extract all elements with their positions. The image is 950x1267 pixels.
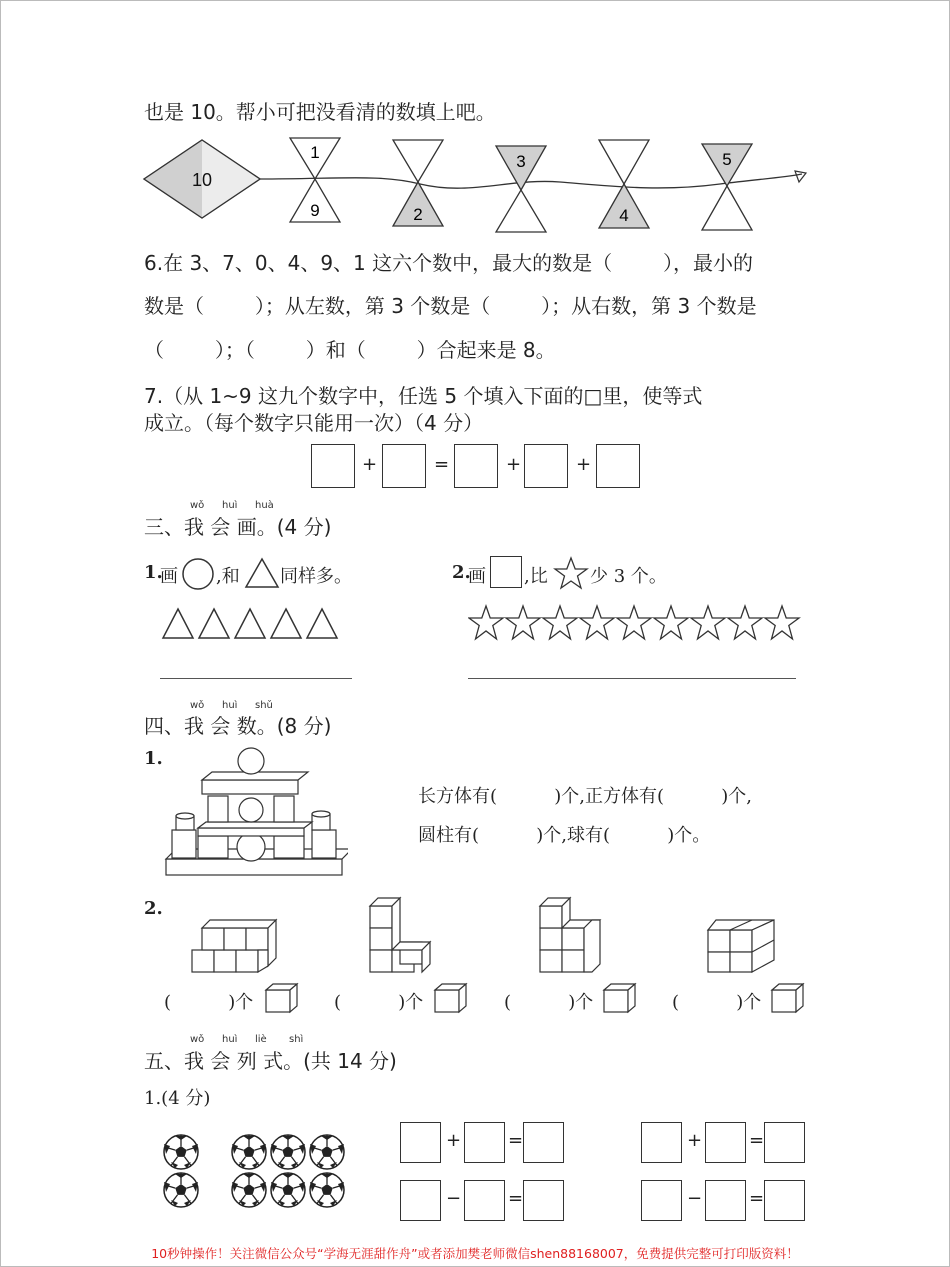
star (728, 606, 762, 639)
soccer-ball (164, 1135, 198, 1169)
q7-line-2: 成立。（每个数字只能用一次）（4 分） (144, 411, 484, 435)
cube-stack-2 (366, 896, 438, 976)
task-1-label-a: 画 (160, 566, 178, 587)
answer-box[interactable] (311, 444, 355, 488)
plus-sign: + (687, 1130, 703, 1151)
star (469, 606, 503, 639)
q5-intro: 也是 10。帮小可把没看清的数填上吧。 (144, 100, 496, 124)
cube-icon (264, 982, 300, 1014)
triangle-icon (244, 556, 280, 590)
q7-line-1: 7.（从 1~9 这九个数字中，任选 5 个填入下面的□里，使等式 (144, 384, 703, 408)
task-2-label-a: 画 (468, 566, 486, 587)
q4-1-line-2: 圆柱有( )个,球有( )个。 (418, 825, 711, 846)
count-label-4: ( )个 (672, 992, 762, 1013)
task-1-label-c: 同样多。 (280, 566, 352, 587)
square-icon (490, 556, 522, 588)
minus-sign: − (687, 1188, 703, 1209)
plus-sign: + (506, 454, 522, 475)
star (691, 606, 725, 639)
equals-sign: = (749, 1188, 765, 1209)
triangle (271, 609, 301, 638)
q5-1-label: 1.(4 分) (144, 1088, 211, 1109)
triangle (163, 609, 193, 638)
answer-box[interactable] (596, 444, 640, 488)
soccer-ball (310, 1173, 344, 1207)
section-4-title: 四、我 会 数。(8 分) (144, 714, 332, 738)
answer-box[interactable] (454, 444, 498, 488)
soccer-ball (232, 1135, 266, 1169)
pinyin: shì (289, 1034, 304, 1045)
pinyin: wǒ (190, 500, 205, 511)
soccer-balls-figure (160, 1130, 352, 1212)
kite-tail-end (795, 171, 806, 182)
triangle (199, 609, 229, 638)
hourglass-2-bottom: 2 (413, 205, 423, 224)
hourglass-5-top: 5 (722, 150, 732, 169)
soccer-ball (232, 1173, 266, 1207)
count-label-3: ( )个 (504, 992, 594, 1013)
kite-number: 10 (191, 170, 213, 190)
answer-box[interactable] (523, 1180, 564, 1221)
plus-sign: + (446, 1130, 462, 1151)
equals-sign: = (508, 1130, 524, 1151)
pinyin: huà (255, 500, 274, 511)
q4-2-number: 2. (144, 898, 163, 919)
hourglass-1-bottom: 9 (310, 201, 320, 220)
cube-stack-4 (704, 914, 776, 976)
pinyin: huì (222, 1034, 238, 1045)
task-1-label-b: ,和 (216, 566, 240, 587)
block-tower-figure (162, 744, 348, 880)
plus-sign: + (362, 454, 378, 475)
pinyin: shǔ (255, 700, 273, 711)
answer-box[interactable] (382, 444, 426, 488)
cube-icon (602, 982, 638, 1014)
triangle (307, 609, 337, 638)
star (543, 606, 577, 639)
count-label-2: ( )个 (334, 992, 424, 1013)
cube-stack-1 (186, 914, 278, 976)
pinyin: huì (222, 500, 238, 511)
q6-line-3: （ ）；（ ）和（ ）合起来是 8。 (144, 338, 556, 362)
equals-sign: = (434, 454, 450, 475)
triangle-row (160, 606, 344, 642)
hourglass-4 (599, 140, 649, 228)
answer-box[interactable] (400, 1180, 441, 1221)
section-3-title: 三、我 会 画。(4 分) (144, 515, 332, 539)
q6-line-1: 6.在 3、7、0、4、9、1 这六个数中，最大的数是（ ），最小的 (144, 251, 754, 275)
equals-sign: = (749, 1130, 765, 1151)
star-row (468, 604, 808, 644)
hourglass-1-top: 1 (310, 143, 320, 162)
cube-stack-3 (536, 896, 608, 976)
pinyin: wǒ (190, 700, 205, 711)
hourglass-1 (290, 138, 340, 222)
answer-box[interactable] (764, 1180, 805, 1221)
soccer-ball (271, 1173, 305, 1207)
answer-box[interactable] (524, 444, 568, 488)
triangle (235, 609, 265, 638)
answer-box[interactable] (464, 1122, 505, 1163)
task-2-label-c: 少 3 个。 (590, 566, 667, 587)
section-5-title: 五、我 会 列 式。(共 14 分) (144, 1049, 397, 1073)
star (765, 606, 799, 639)
answer-line-1 (160, 678, 352, 679)
star (654, 606, 688, 639)
answer-box[interactable] (705, 1180, 746, 1221)
pinyin: wǒ (190, 1034, 205, 1045)
circle-icon (180, 556, 216, 592)
cube-icon (770, 982, 806, 1014)
answer-line-2 (468, 678, 796, 679)
hourglass-5 (702, 144, 752, 230)
answer-box[interactable] (464, 1180, 505, 1221)
footer-promo-text: 10秒钟操作！关注微信公众号“学海无涯甜作舟”或者添加樊老师微信shen88168007，免费提供完整可打印版资料！ (151, 1246, 799, 1261)
hourglass-2 (393, 140, 443, 226)
cube-icon (433, 982, 469, 1014)
hourglass-4-bottom: 4 (619, 206, 629, 225)
q4-1-line-1: 长方体有( )个,正方体有( )个, (418, 786, 752, 807)
plus-sign: + (576, 454, 592, 475)
kite-figure (140, 134, 810, 238)
answer-box[interactable] (641, 1122, 682, 1163)
task-2-number: 2. (452, 562, 471, 583)
soccer-ball (164, 1173, 198, 1207)
equals-sign: = (508, 1188, 524, 1209)
soccer-ball (271, 1135, 305, 1169)
star (617, 606, 651, 639)
answer-box[interactable] (523, 1122, 564, 1163)
task-2-label-b: ,比 (524, 566, 548, 587)
answer-box[interactable] (764, 1122, 805, 1163)
star-icon (553, 556, 589, 590)
soccer-ball (310, 1135, 344, 1169)
q4-1-number: 1. (144, 748, 163, 769)
answer-box[interactable] (400, 1122, 441, 1163)
pinyin: huì (222, 700, 238, 711)
count-label-1: ( )个 (164, 992, 254, 1013)
q6-line-2: 数是（ ）；从左数，第 3 个数是（ ）；从右数，第 3 个数是 (144, 294, 757, 318)
minus-sign: − (446, 1188, 462, 1209)
hourglass-3-top: 3 (516, 152, 526, 171)
pinyin: liè (255, 1034, 267, 1045)
star (580, 606, 614, 639)
answer-box[interactable] (641, 1180, 682, 1221)
hourglass-3 (496, 146, 546, 232)
star (506, 606, 540, 639)
task-1-number: 1. (144, 562, 163, 583)
answer-box[interactable] (705, 1122, 746, 1163)
